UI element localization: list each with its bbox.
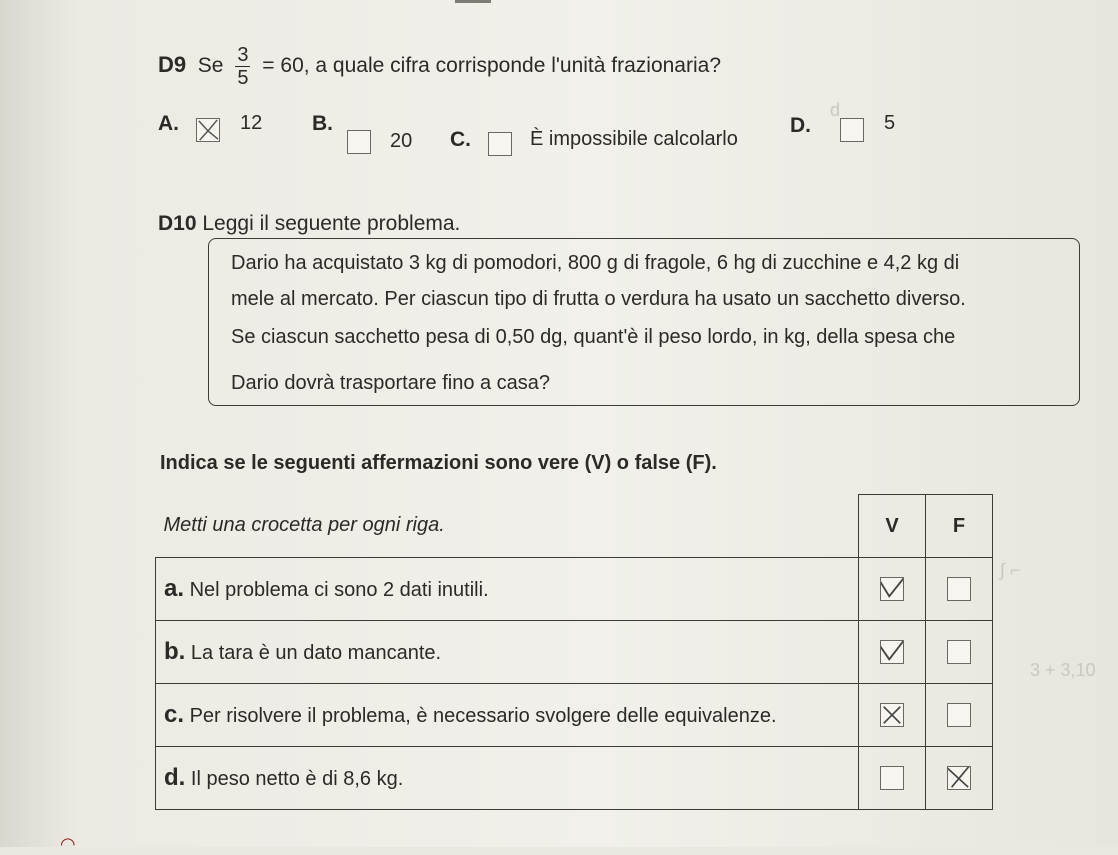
table-row bbox=[156, 747, 993, 810]
row-letter: d. bbox=[164, 764, 186, 791]
row-b-v-checkbox[interactable] bbox=[880, 640, 904, 664]
row-c-f-checkbox[interactable] bbox=[947, 703, 971, 727]
cross-mark-icon bbox=[881, 704, 903, 726]
row-b-f-cell[interactable] bbox=[926, 621, 993, 684]
table-header-row bbox=[156, 495, 993, 558]
divider bbox=[455, 0, 491, 3]
option-d-text: 5 bbox=[884, 112, 896, 134]
option-b[interactable] bbox=[312, 112, 333, 136]
option-a-text: 12 bbox=[240, 112, 263, 134]
question-d9 bbox=[158, 44, 721, 89]
row-d-f-checkbox[interactable] bbox=[947, 766, 971, 790]
option-letter: A. bbox=[158, 112, 179, 135]
row-a-v-cell[interactable] bbox=[859, 558, 926, 621]
page-corner-mark: ◠ bbox=[60, 834, 76, 854]
row-c-f-cell[interactable] bbox=[926, 684, 993, 747]
fraction-numerator: 3 bbox=[237, 44, 249, 66]
problem-line: mele al mercato. Per ciascun tipo di frutta o verdura ha usato un sacchetto diverso. bbox=[231, 288, 966, 310]
instruction: Indica se le seguenti affermazioni sono vere (V) o false (F). bbox=[160, 452, 717, 474]
row-a-f-cell[interactable] bbox=[926, 558, 993, 621]
statement-c bbox=[156, 684, 859, 747]
option-c-text: È impossibile calcolarlo bbox=[530, 128, 738, 150]
check-mark-icon bbox=[881, 641, 903, 663]
table-row bbox=[156, 684, 993, 747]
question-intro: Leggi il seguente problema. bbox=[202, 212, 461, 235]
statement-text: Per risolvere il problema, è necessario svolgere delle equivalenze. bbox=[189, 705, 777, 727]
cross-mark-icon bbox=[948, 767, 970, 789]
row-a-v-checkbox[interactable] bbox=[880, 577, 904, 601]
row-d-v-cell[interactable] bbox=[859, 747, 926, 810]
row-b-f-checkbox[interactable] bbox=[947, 640, 971, 664]
problem-line: Dario ha acquistato 3 kg di pomodori, 800 g di fragole, 6 hg di zucchine e 4,2 kg di bbox=[231, 252, 960, 274]
statement-b bbox=[156, 621, 859, 684]
row-letter: a. bbox=[164, 575, 185, 602]
question-label: D10 bbox=[158, 212, 197, 235]
column-v-header: V bbox=[859, 495, 926, 558]
check-mark-icon bbox=[881, 578, 903, 600]
option-b-text: 20 bbox=[390, 130, 413, 152]
row-a-f-checkbox[interactable] bbox=[947, 577, 971, 601]
problem-line: Dario dovrà trasportare fino a casa? bbox=[231, 372, 551, 394]
option-d-checkbox[interactable] bbox=[840, 118, 864, 142]
statement-text: Nel problema ci sono 2 dati inutili. bbox=[189, 579, 489, 601]
question-d10 bbox=[158, 212, 460, 236]
row-c-v-checkbox[interactable] bbox=[880, 703, 904, 727]
row-letter: c. bbox=[164, 701, 185, 728]
cross-mark-icon bbox=[197, 119, 219, 141]
option-c[interactable] bbox=[450, 128, 471, 152]
fraction-denominator: 5 bbox=[237, 67, 249, 89]
problem-line: Se ciascun sacchetto pesa di 0,50 dg, quant'è il peso lordo, in kg, della spesa che bbox=[231, 326, 956, 348]
row-d-f-cell[interactable] bbox=[926, 747, 993, 810]
statement-text: La tara è un dato mancante. bbox=[190, 642, 442, 664]
fraction bbox=[235, 44, 250, 89]
statement-a bbox=[156, 558, 859, 621]
statement-text: Il peso netto è di 8,6 kg. bbox=[190, 768, 404, 790]
row-d-v-checkbox[interactable] bbox=[880, 766, 904, 790]
table-row bbox=[156, 621, 993, 684]
option-letter: C. bbox=[450, 128, 471, 151]
column-f-header: F bbox=[926, 495, 993, 558]
question-prefix: Se bbox=[197, 54, 224, 78]
table-header: Metti una crocetta per ogni riga. bbox=[156, 495, 859, 558]
row-c-v-cell[interactable] bbox=[859, 684, 926, 747]
option-a-checkbox[interactable] bbox=[196, 118, 220, 142]
table-row bbox=[156, 558, 993, 621]
question-label: D9 bbox=[158, 52, 187, 78]
row-letter: b. bbox=[164, 638, 186, 665]
option-b-checkbox[interactable] bbox=[347, 130, 371, 154]
option-d[interactable] bbox=[790, 114, 811, 138]
option-letter: B. bbox=[312, 112, 333, 135]
option-letter: D. bbox=[790, 114, 811, 137]
true-false-table bbox=[155, 494, 993, 810]
option-a[interactable] bbox=[158, 112, 179, 136]
option-c-checkbox[interactable] bbox=[488, 132, 512, 156]
row-b-v-cell[interactable] bbox=[859, 621, 926, 684]
statement-d bbox=[156, 747, 859, 810]
question-text: = 60, a quale cifra corrisponde l'unità frazionaria? bbox=[262, 54, 721, 78]
